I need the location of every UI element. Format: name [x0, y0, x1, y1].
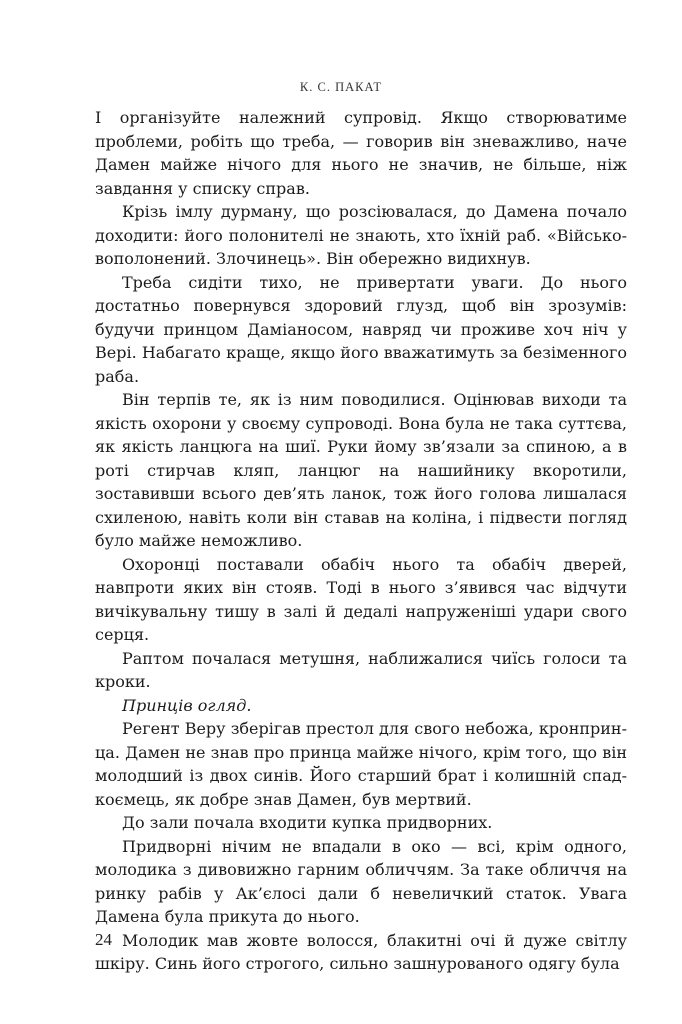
- italic-paragraph: Принців огляд.: [122, 695, 252, 715]
- paragraph: Охоронці поставали обабіч нього та обабіч дверей, навпроти яких він стояв. Тоді в нього з’явився час відчути вичікувальну тишу в залі й дедалі напруженіші удари свого серця.: [95, 554, 627, 644]
- body-text: [95, 106, 627, 976]
- running-head: К. С. ПАКАТ: [299, 80, 383, 94]
- paragraph: Придворні нічим не впадали в око — всі, крім одного, молодика з дивовижно гарним обличчям. За таке обличчя на ринку рабів у Ак’єлосі дали б невеличкий статок. Увага Дамена була прикута до нього.: [95, 836, 627, 926]
- paragraph: Молодик мав жовте волосся, блакитні очі й дуже світлу шкіру. Синь його строгого, сильно зашнурованого одягу була: [95, 930, 627, 973]
- paragraph: Треба сидіти тихо, не привертати уваги. До нього достатньо повернувся здоровий глузд, щоб він зрозумів: будучи принцом Даміаносом, навряд чи проживе хоч ніч у Вері. Набагато краще, якщо його вважатимуть за безіменного раба.: [95, 272, 627, 386]
- paragraph: Він терпів те, як із ним поводилися. Оцінював виходи та якість охорони у своєму супроводі. Вона була не така суттєва, як якість ланцюга на шиї. Руки йому зв’язали за спиною, а в роті стирчав кляп, ланцюг на нашийнику вкоротили, зоставивши всього дев’ять ланок, тож його голова лишалася схиленою, навіть коли він ставав на коліна, і підвести погляд було майже неможливо.: [95, 390, 627, 550]
- page-number: 24: [95, 930, 112, 949]
- paragraph: Крізь імлу дурману, що розсіювалася, до Дамена почало доходити: його полонителі не знають, хто їхній раб. «Військовополонений. Злочинець». Він обережно видихнув.: [95, 202, 627, 268]
- paragraph: Регент Веру зберігав престол для свого небожа, кронпринца. Дамен не знав про принца майже нічого, крім того, що він молодший із двох синів. Його старший брат і колишній спадкоємець, як добре знав Дамен, був мертвий.: [95, 719, 627, 809]
- paragraph: І організуйте належний супровід. Якщо створюватиме проблеми, робіть що треба, — говорив він зневажливо, наче Дамен майже нічого для нього не значив, не більше, ніж завдання у списку справ.: [95, 108, 627, 198]
- paragraph: До зали почала входити купка придворних.: [122, 813, 493, 832]
- paragraph: Раптом почалася метушня, наближалися чиїсь голоси та кроки.: [95, 648, 627, 691]
